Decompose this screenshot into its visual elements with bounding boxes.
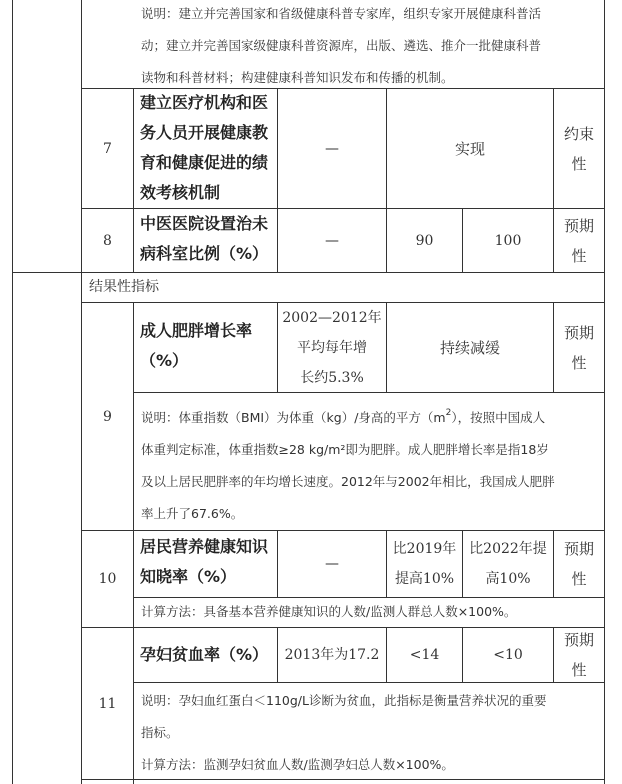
row11-number: 11 xyxy=(98,695,117,712)
row9-number: 9 xyxy=(103,408,112,425)
row-line xyxy=(133,682,605,683)
row7-baseline: — xyxy=(325,140,339,157)
row10-target-2030: 比2022年提 高10% xyxy=(469,541,547,587)
note-line: 率上升了67.6%。 xyxy=(141,506,244,521)
row10-number: 10 xyxy=(98,571,117,587)
note-line: 计算方法：监测孕妇贫血人数/监测孕妇总人数×100%。 xyxy=(141,757,454,772)
note-line: 动；建立并完善国家级健康科普资源库，出版、遴选、推介一批健康科普 xyxy=(141,38,542,53)
row7-target: 实现 xyxy=(454,139,485,158)
row11-note xyxy=(141,685,603,781)
row10-indicator-name: 居民营养健康知识 知晓率（%） xyxy=(140,537,269,586)
note-line: 及以上居民肥胖率的年均增长速度。2012年与2002年相比，我国成人肥胖 xyxy=(141,474,555,489)
col-line-2 xyxy=(133,302,134,784)
row10-target-2022: 比2019年 提高10% xyxy=(392,541,457,587)
row9-baseline: 2002—2012年 平均每年增 长约5.3% xyxy=(282,309,382,386)
row9-target: 持续减缓 xyxy=(439,338,500,357)
row9-note xyxy=(141,402,603,530)
note-line: 读物和科普材料；构建健康科普知识发布和传播的机制。 xyxy=(141,70,454,85)
row9-indicator-name: 成人肥胖增长率 （%） xyxy=(140,321,253,370)
note-line: 说明：体重指数（BMI）为体重（kg）/身高的平方$(m^2)$，按照中国成人 xyxy=(141,407,546,425)
border-left xyxy=(12,0,13,784)
row7-nature: 约束 性 xyxy=(563,124,594,173)
note-line: 说明：建立并完善国家和省级健康科普专家库，组织专家开展健康科普活 xyxy=(141,6,542,21)
row8-number: 8 xyxy=(103,232,112,249)
row11-target-2022: <14 xyxy=(409,647,440,663)
row8-nature: 预期 性 xyxy=(563,216,594,265)
row6-note xyxy=(141,0,601,94)
row11-indicator-name: 孕妇贫血率（%） xyxy=(140,645,269,664)
note-line: 指标。 xyxy=(141,725,179,740)
section-title: 结果性指标 xyxy=(89,279,159,295)
row10-nature: 预期 性 xyxy=(563,540,594,588)
note-line: 说明：孕妇血红蛋白＜110g/L诊断为贫血，此指标是衡量营养状况的重要 xyxy=(141,693,547,708)
row11-baseline: 2013年为17.2 xyxy=(284,647,380,663)
row11-nature: 预期 性 xyxy=(563,631,594,679)
row8-indicator-name: 中医医院设置治未 病科室比例（%） xyxy=(140,214,269,263)
row8-target-2030: 100 xyxy=(494,232,522,249)
row9-nature: 预期 性 xyxy=(563,323,594,372)
row8-baseline: — xyxy=(325,232,339,249)
row7-number: 7 xyxy=(103,140,112,157)
row-line xyxy=(133,392,605,393)
note-line: 体重判定标准，体重指数≥28 kg/m²即为肥胖。成人肥胖增长率是指18岁 xyxy=(141,442,549,457)
row8-target-2022: 90 xyxy=(415,232,434,249)
row10-calc-method: 计算方法：具备基本营养健康知识的人数/监测人群总人数×100%。 xyxy=(141,604,517,619)
row11-target-2030: <10 xyxy=(493,647,523,663)
col-line-2 xyxy=(133,88,134,272)
row7-indicator-name: 建立医疗机构和医 务人员开展健康教 育和健康促进的绩 效考核机制 xyxy=(140,93,269,202)
row10-baseline: — xyxy=(325,556,339,572)
